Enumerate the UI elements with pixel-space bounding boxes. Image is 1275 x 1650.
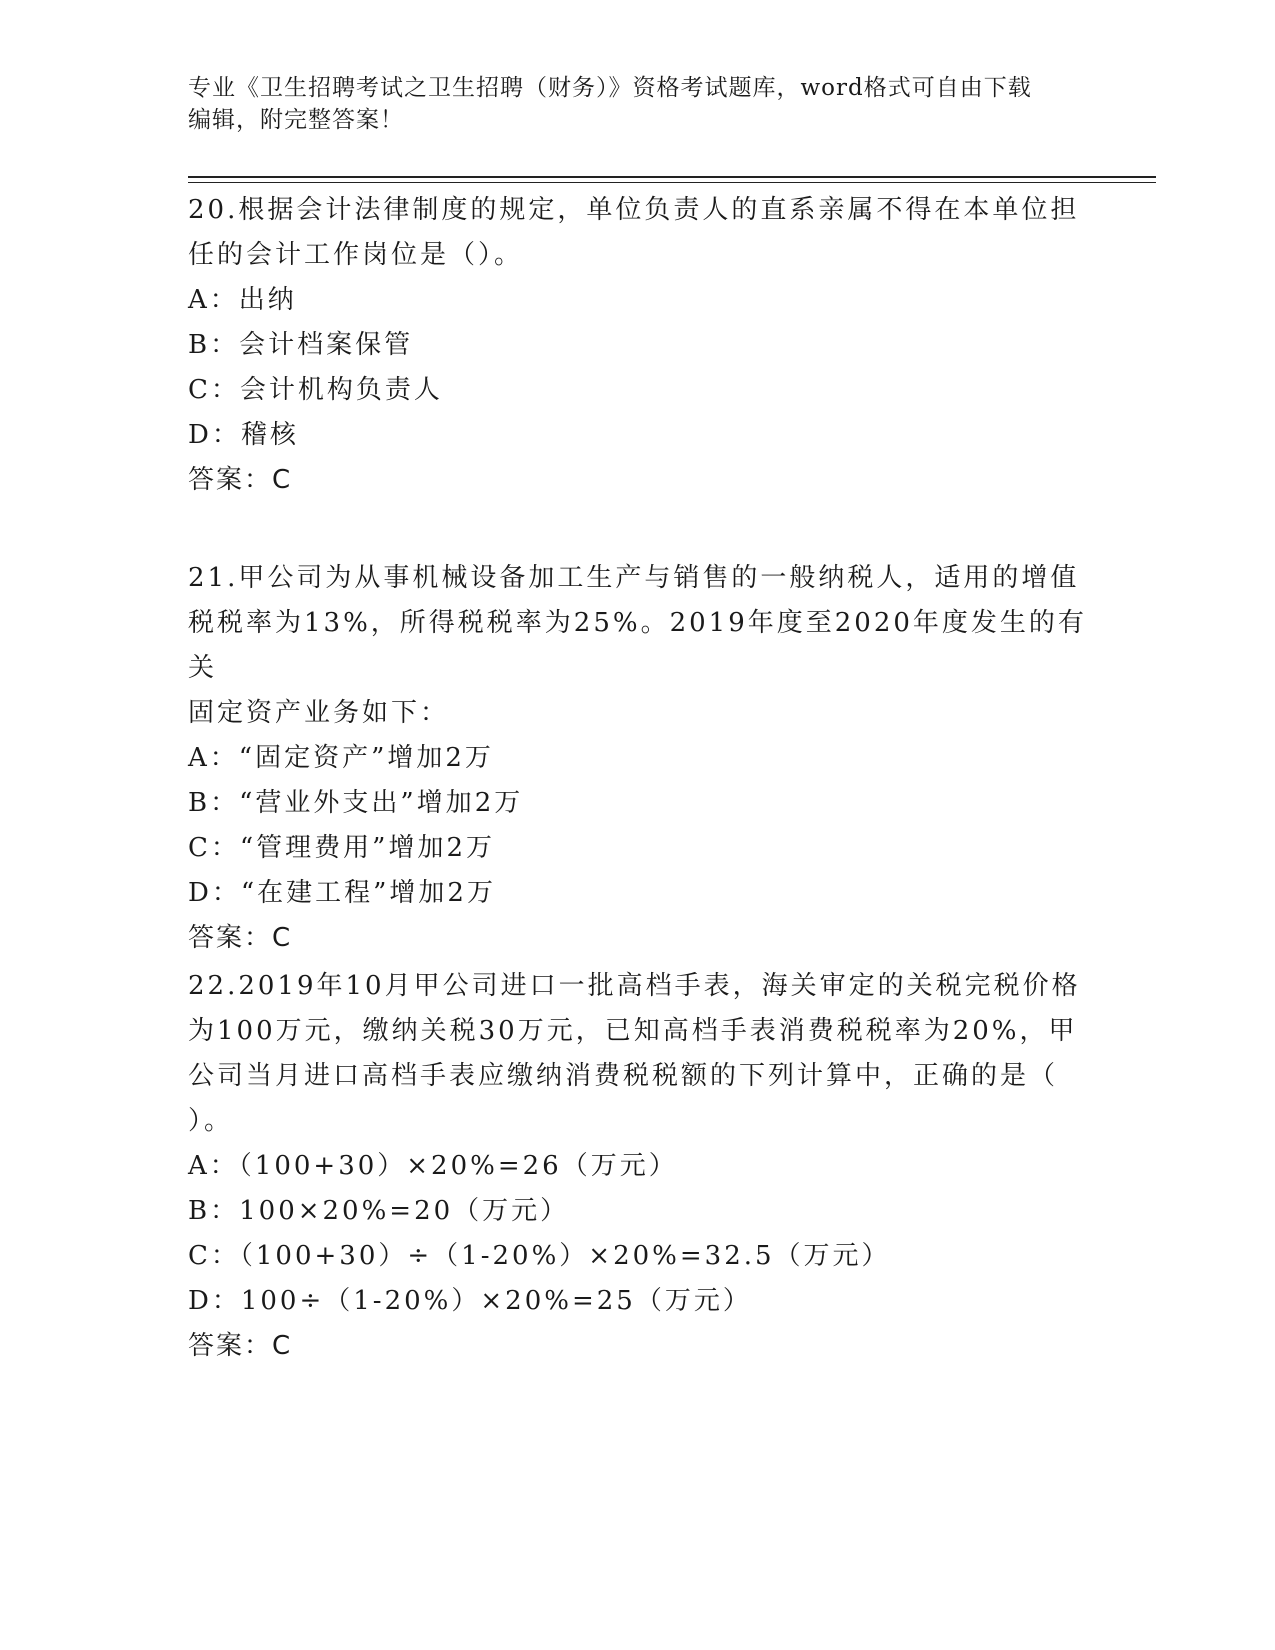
option-d: D：“在建工程”增加2万 xyxy=(188,878,496,908)
document-header xyxy=(188,72,1068,136)
header-line-1: 专业《卫生招聘考试之卫生招聘（财务）》资格考试题库，word格式可自由下载 xyxy=(188,75,1032,101)
option-b: B：会计档案保管 xyxy=(188,330,414,360)
question-stem-line: 21.甲公司为从事机械设备加工生产与销售的一般纳税人，适用的增值 xyxy=(188,563,1080,593)
question-stem-line: ）。 xyxy=(188,1106,234,1136)
option-b: B：“营业外支出”增加2万 xyxy=(188,788,524,818)
option-d: D：100÷（1-20%）×20%=25（万元） xyxy=(188,1286,752,1316)
question-stem-line: 22.2019年10月甲公司进口一批高档手表，海关审定的关税完税价格 xyxy=(188,971,1081,1001)
answer: 答案：C xyxy=(188,465,293,495)
header-divider-thick xyxy=(188,176,1156,178)
question-21 xyxy=(188,556,1088,961)
option-d: D：稽核 xyxy=(188,420,299,450)
option-a: A：（100+30）×20%=26（万元） xyxy=(188,1151,678,1181)
question-stem-line: 税税率为13%，所得税税率为25%。2019年度至2020年度发生的有关 xyxy=(188,608,1087,683)
question-22 xyxy=(188,964,1088,1369)
header-divider-thin xyxy=(188,182,1156,183)
question-stem-line: 固定资产业务如下： xyxy=(188,698,450,728)
question-stem-line: 公司当月进口高档手表应缴纳消费税税额的下列计算中，正确的是（ xyxy=(188,1061,1059,1091)
question-stem-line: 为100万元，缴纳关税30万元，已知高档手表消费税税率为20%，甲 xyxy=(188,1016,1078,1046)
question-stem-line: 任的会计工作岗位是（）。 xyxy=(188,240,524,270)
question-stem-line: 20.根据会计法律制度的规定，单位负责人的直系亲属不得在本单位担 xyxy=(188,195,1080,225)
option-c: C：（100+30）÷（1-20%）×20%=32.5（万元） xyxy=(188,1241,891,1271)
header-line-2: 编辑，附完整答案！ xyxy=(188,107,404,133)
option-a: A：出纳 xyxy=(188,285,297,315)
answer: 答案：C xyxy=(188,1331,293,1361)
answer: 答案：C xyxy=(188,923,293,953)
option-b: B：100×20%=20（万元） xyxy=(188,1196,570,1226)
option-c: C：“管理费用”增加2万 xyxy=(188,833,496,863)
option-a: A：“固定资产”增加2万 xyxy=(188,743,494,773)
question-20 xyxy=(188,188,1088,503)
option-c: C：会计机构负责人 xyxy=(188,375,443,405)
